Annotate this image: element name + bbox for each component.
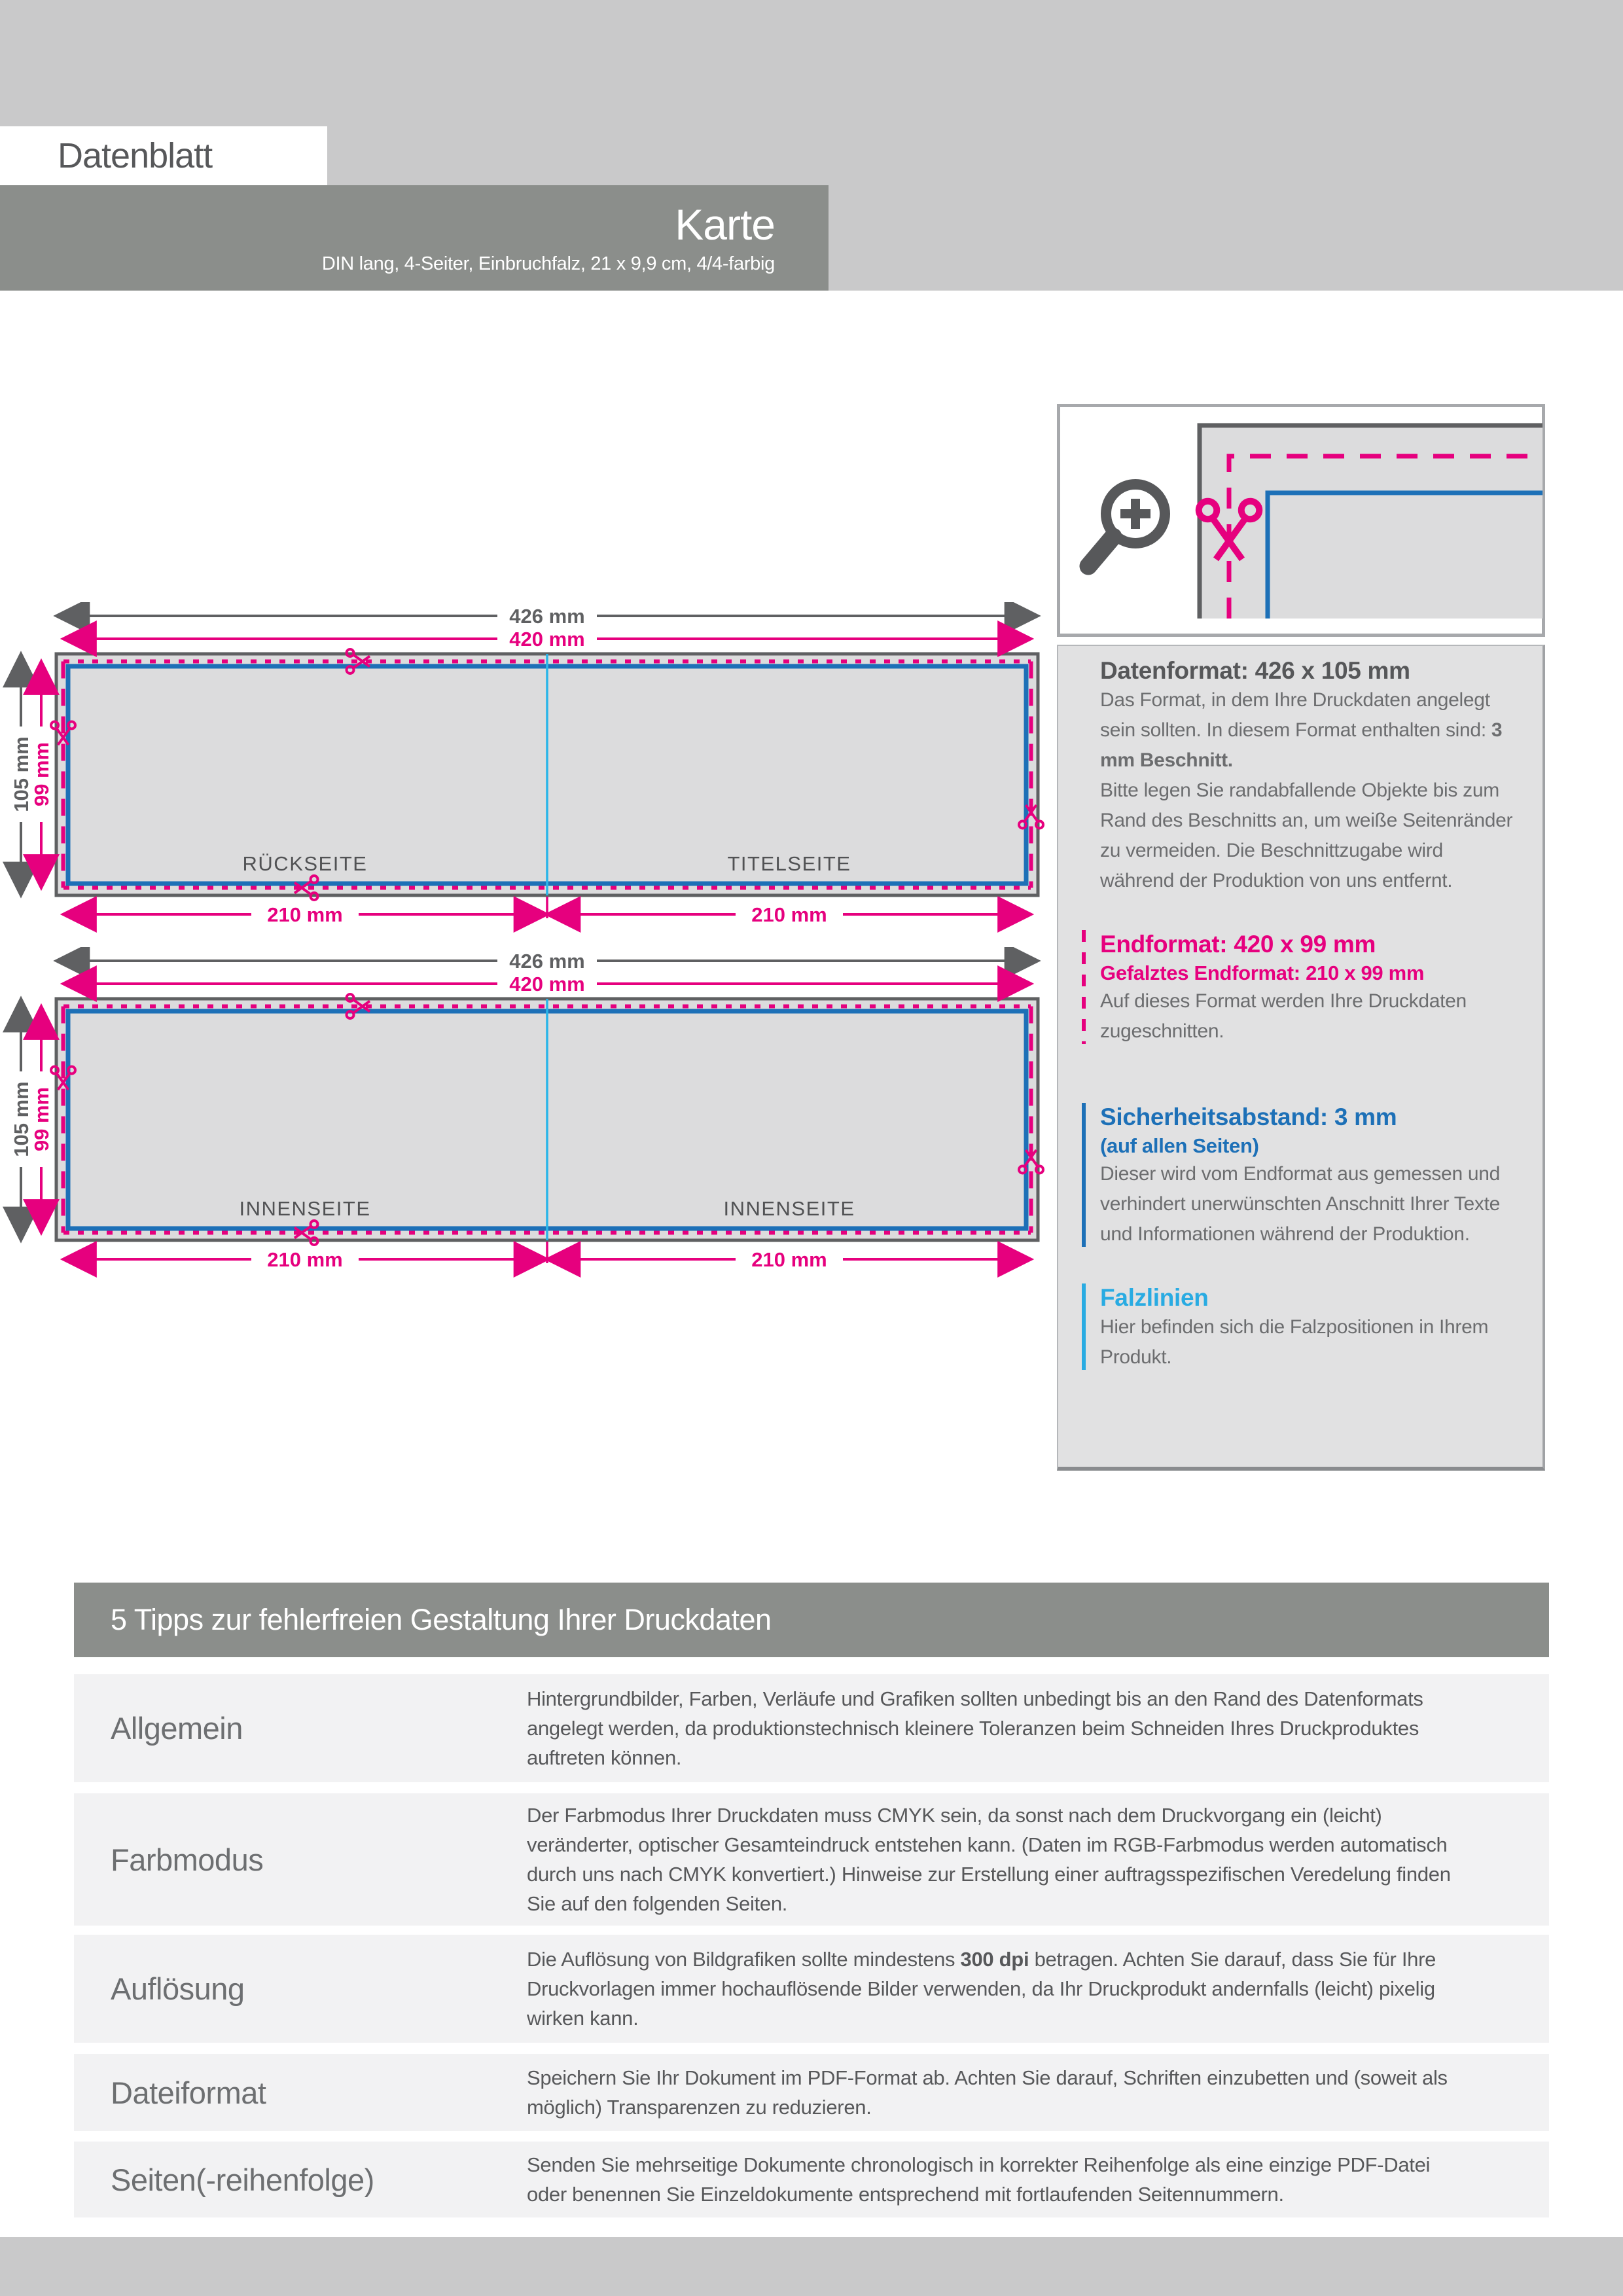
dim-210-left-label: 210 mm — [267, 1248, 343, 1271]
tip-row-dateiformat — [74, 2054, 1549, 2131]
tip-row-seitenreihenfolge — [74, 2142, 1549, 2217]
product-subtitle: DIN lang, 4-Seiter, Einbruchfalz, 21 x 9,9 cm, 4/4-farbig — [321, 253, 775, 274]
sicherheitsabstand-accent-line — [1082, 1103, 1086, 1247]
section-datenformat — [1100, 656, 1520, 896]
info-panel — [1057, 645, 1545, 1471]
tip-label: Farbmodus — [111, 1842, 264, 1877]
endformat-subheading: Gefalztes Endformat: 210 x 99 mm — [1100, 961, 1425, 984]
product-title: Karte — [675, 200, 775, 249]
dim-210-right-label: 210 mm — [751, 1248, 827, 1271]
dim-105-label: 105 mm — [10, 736, 33, 812]
tips-title: 5 Tipps zur fehlerfreien Gestaltung Ihrer Druckdaten — [111, 1603, 772, 1636]
product-title-band — [0, 185, 829, 291]
diagram-inner-spread — [0, 947, 1073, 1287]
datenformat-text-1: Das Format, in dem Ihre Druckdaten angelegt sein sollten. In diesem Format enthalten sind: 3 mm Beschnitt. — [1100, 689, 1503, 771]
tip-label: Auflösung — [111, 1971, 245, 2006]
diagram-outer-spread — [0, 602, 1073, 942]
dim-420-label: 420 mm — [509, 628, 585, 651]
tip-label: Dateiformat — [111, 2075, 266, 2110]
section-endformat — [1082, 930, 1520, 1047]
falzlinien-heading: Falzlinien — [1100, 1284, 1209, 1311]
sicherheitsabstand-subheading: (auf allen Seiten) — [1100, 1134, 1259, 1157]
dim-426-label: 426 mm — [509, 605, 585, 628]
falzlinien-text: Hier befinden sich die Falzpositionen in Ihrem Produkt. — [1100, 1316, 1489, 1368]
dim-210-left-label: 210 mm — [267, 903, 343, 926]
dim-99-label: 99 mm — [30, 742, 53, 807]
footer-band — [0, 2237, 1623, 2296]
endformat-accent-line — [1082, 930, 1086, 1044]
endformat-heading: Endformat: 420 x 99 mm — [1100, 931, 1376, 958]
sheet-type-label: Datenblatt — [58, 136, 213, 175]
section-sicherheitsabstand — [1082, 1103, 1520, 1249]
tip-text: Hintergrundbilder, Farben, Verläufe und Grafiken sollten unbedingt bis an den Rand des Datenformats angelegt werden, da produktionstechnisch kleinere Toleranzen beim Schneiden Ihres Druckproduktes auftreten können. — [527, 1687, 1423, 1769]
dim-420-label: 420 mm — [509, 973, 585, 996]
tip-label: Allgemein — [111, 1711, 243, 1746]
tip-row-farbmodus — [74, 1793, 1549, 1926]
tip-label: Seiten(-reihenfolge) — [111, 2162, 374, 2197]
endformat-text: Auf dieses Format werden Ihre Druckdaten zugeschnitten. — [1100, 990, 1467, 1042]
tip-text: Die Auflösung von Bildgrafiken sollte mindestens 300 dpi betragen. Achten Sie darauf, dass Sie für Ihre Druckvorlagen immer hochauflösende Bilder verwenden, da Ihr Druckprodukt andernfalls (leicht) pixelig wirken kann. — [527, 1948, 1436, 2030]
sheet-type-box — [0, 126, 327, 185]
dim-426-label: 426 mm — [509, 950, 585, 973]
falzlinien-accent-line — [1082, 1283, 1086, 1370]
tips-title-band — [74, 1583, 1549, 1657]
panel-label-left: RÜCKSEITE — [242, 852, 368, 875]
sicherheitsabstand-heading: Sicherheitsabstand: 3 mm — [1100, 1103, 1397, 1130]
tip-text: Speichern Sie Ihr Dokument im PDF-Format ab. Achten Sie darauf, Schriften einzubetten und (soweit als möglich) Transparenzen zu reduzieren. — [527, 2066, 1448, 2119]
datenformat-heading: Datenformat: 426 x 105 mm — [1100, 657, 1410, 684]
panel-label-right: INNENSEITE — [723, 1197, 855, 1220]
dim-210-right-label: 210 mm — [751, 903, 827, 926]
dim-99-label: 99 mm — [30, 1086, 53, 1152]
panel-label-left: INNENSEITE — [239, 1197, 371, 1220]
tip-text: Senden Sie mehrseitige Dokumente chronologisch in korrekter Reihenfolge als eine einzige PDF-Datei oder benennen Sie Einzeldokumente entsprechend mit fortlaufenden Seitennummern. — [527, 2153, 1431, 2206]
corner-detail-illustration — [1057, 404, 1545, 637]
tip-row-aufloesung — [74, 1935, 1549, 2043]
dim-105-label: 105 mm — [10, 1081, 33, 1157]
panel-label-right: TITELSEITE — [727, 852, 851, 875]
tip-text: Der Farbmodus Ihrer Druckdaten muss CMYK sein, da sonst nach dem Druckvorgang ein (leicht) veränderter, optischer Gesamteindruck entstehen kann. (Daten im RGB-Farbmodus werden automatisch durch uns nach CMYK konvertiert.) Hinweise zur Erstellung einer auftragsspezifischen Veredelung finden Sie auf den folgenden Seiten. — [527, 1804, 1451, 1915]
datenformat-text-2: Bitte legen Sie randabfallende Objekte bis zum Rand des Beschnitts an, um weiße Seitenränder zu vermeiden. Die Beschnittzugabe wird während der Produktion von uns entfernt. — [1100, 780, 1513, 891]
section-falzlinien — [1082, 1283, 1520, 1372]
sicherheitsabstand-text: Dieser wird vom Endformat aus gemessen und verhindert unerwünschten Anschnitt Ihrer Texte und Informationen während der Produktion. — [1100, 1163, 1501, 1245]
tip-row-allgemein — [74, 1674, 1549, 1782]
